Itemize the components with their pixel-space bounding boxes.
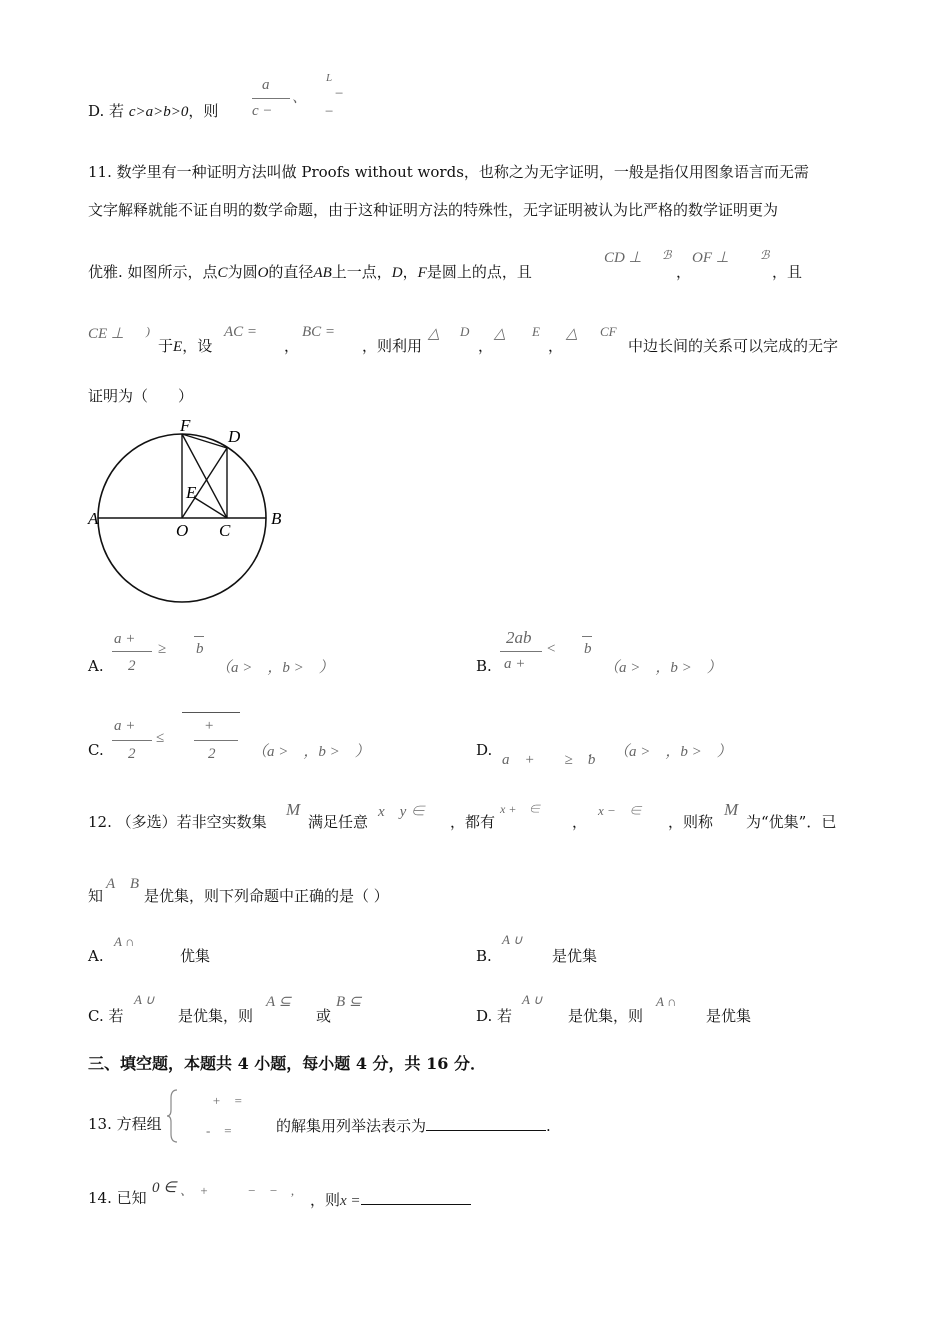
q11-d-expr: a + ≥ ƅ bbox=[502, 752, 596, 768]
q12-option-c-label: C. 若 bbox=[88, 1007, 124, 1025]
q12-b-text: 是优集 bbox=[552, 947, 598, 965]
q11-comma: ， bbox=[676, 263, 692, 281]
q12-ab: A B bbox=[106, 876, 140, 892]
q12-c-expr: A ∪ bbox=[134, 992, 155, 1007]
q12-option-b-label: B. bbox=[476, 947, 492, 965]
q14-label: 14. 已知 bbox=[88, 1189, 147, 1207]
q12-d-expr2: A ∩ bbox=[656, 994, 677, 1009]
q11-a-bar bbox=[112, 651, 152, 652]
d-condition: c>a>b>0 bbox=[128, 104, 189, 120]
q12-sum: x + ∈ bbox=[500, 802, 541, 816]
q11-and: ，且 bbox=[772, 263, 803, 281]
cd-perp: CD ⊥ bbox=[604, 250, 642, 266]
q11-line5: 证明为（ ） bbox=[88, 387, 194, 405]
of-perp: OF ⊥ bbox=[692, 250, 729, 266]
q11-b-num: 2ab bbox=[506, 628, 532, 647]
q13-text: 的解集用列举法表示为 . bbox=[276, 1114, 551, 1136]
q12-b-expr: A ∪ bbox=[502, 932, 523, 947]
q12-line1d: ，则称 bbox=[668, 813, 714, 831]
q11-c-rhs-num: + bbox=[204, 718, 215, 734]
d-frac-den: c − bbox=[252, 103, 273, 119]
q11-option-d-label: D. bbox=[476, 741, 493, 759]
q11-c-cond: （a > ，b > ） bbox=[252, 744, 370, 760]
q12-line1a: 12. （多选）若非空实数集 bbox=[88, 813, 267, 831]
q11-option-b-label: B. bbox=[476, 657, 492, 675]
d-frag-top: L bbox=[326, 72, 333, 84]
q12-d-text1: 是优集，则 bbox=[568, 1007, 644, 1025]
q12-option-d-label: D. 若 bbox=[476, 1007, 513, 1025]
q11-b-rhs: b bbox=[584, 641, 592, 657]
q11-line1: 11. 数学里有一种证明方法叫做 Proofs without words，也称之为无字证明，一般是指仅用图象语言而无需 bbox=[88, 163, 809, 181]
q12-line1c: ，都有 bbox=[450, 813, 496, 831]
q14-frag: 、 + − − , bbox=[180, 1183, 295, 1198]
q12-m2: M bbox=[724, 800, 739, 819]
q11-a-rel: ≥ bbox=[158, 641, 167, 657]
q11-option-a-label: A. bbox=[88, 657, 104, 675]
circle-figure bbox=[80, 410, 300, 610]
d-frac-num: a bbox=[262, 77, 270, 93]
label-e: E bbox=[186, 483, 197, 502]
d-sep: 、 bbox=[292, 90, 308, 106]
q12-xy: x y ∈ bbox=[378, 804, 426, 820]
q12-c-expr2: A ⊆ bbox=[266, 994, 292, 1010]
q12-c-text1: 是优集，则 bbox=[178, 1007, 254, 1025]
tri2-frag: E bbox=[532, 324, 540, 339]
q13-eq1: + = bbox=[212, 1093, 243, 1108]
q11-b-bar bbox=[500, 651, 542, 652]
q11-option-c-label: C. bbox=[88, 741, 104, 759]
q12-comma: ， bbox=[572, 813, 588, 831]
q11-b-cond: （a > ，b > ） bbox=[604, 660, 722, 676]
q11-c-den: 2 bbox=[128, 746, 136, 762]
bc-eq: BC = bbox=[302, 324, 336, 340]
prev-option-d: D. 若 c>a>b>0，则 bbox=[88, 102, 219, 120]
q13-brace-icon bbox=[166, 1088, 180, 1144]
q11-b-root bbox=[582, 636, 592, 637]
d-frag-mid: − bbox=[334, 86, 345, 102]
q11-a-num: a + bbox=[114, 631, 136, 647]
q11-comma3: ， bbox=[478, 337, 494, 355]
q11-c-num: a + bbox=[114, 718, 136, 734]
q11-a-rhs: b bbox=[196, 641, 204, 657]
q11-comma4: ， bbox=[548, 337, 564, 355]
tri1: △ bbox=[428, 326, 440, 342]
q12-line2a: 知 bbox=[88, 887, 104, 905]
q11-a-cond: （a > ，b > ） bbox=[216, 660, 334, 676]
label-d: D bbox=[228, 427, 241, 446]
q11-line4d: 中边长间的关系可以完成的无字 bbox=[628, 337, 839, 355]
q11-d-cond: （a > ，b > ） bbox=[614, 744, 732, 760]
d-frag-bot: − bbox=[324, 104, 335, 120]
label-f: F bbox=[180, 416, 191, 435]
q11-c-rhs-den: 2 bbox=[208, 746, 216, 762]
q12-d-expr: A ∪ bbox=[522, 992, 543, 1007]
q11-line3: 优雅. 如图所示，点C为圆O的直径AB上一点，D，F是圆上的点，且 bbox=[88, 263, 532, 281]
q12-option-a-label: A. bbox=[88, 947, 104, 965]
q14-expr: 0 ∈ bbox=[152, 1180, 177, 1196]
q11-c-rel: ≤ bbox=[156, 730, 165, 746]
q11-line4a: 于E，设 bbox=[158, 337, 213, 355]
q13-label: 13. 方程组 bbox=[88, 1115, 162, 1133]
q12-line1e: 为“优集”．已 bbox=[746, 813, 837, 831]
label-b: B bbox=[271, 509, 282, 528]
q13-answer-blank[interactable] bbox=[426, 1114, 546, 1131]
tri3-frag: CF bbox=[600, 324, 617, 339]
of-frag: ℬ bbox=[760, 248, 770, 262]
q12-a-text: 优集 bbox=[180, 947, 211, 965]
q11-c-root-bar bbox=[182, 712, 240, 713]
ce-perp: CE ⊥ bbox=[88, 326, 124, 342]
q13-eq2: - = bbox=[206, 1123, 233, 1138]
label-a: A bbox=[88, 509, 99, 528]
q11-a-den: 2 bbox=[128, 658, 136, 674]
q14-text: ，则x = bbox=[310, 1188, 471, 1211]
tri2: △ bbox=[494, 326, 506, 342]
label-c: C bbox=[219, 521, 231, 540]
label-o: O bbox=[176, 521, 189, 540]
q11-c-rhs-bar bbox=[194, 740, 238, 741]
q12-c-expr3: B ⊆ bbox=[336, 994, 362, 1010]
ce-frag: ) bbox=[146, 324, 150, 338]
section-3-title: 三、填空题，本题共 4 小题，每小题 4 分，共 16 分． bbox=[88, 1054, 486, 1073]
q12-a-expr: A ∩ bbox=[114, 934, 135, 949]
q12-m: M bbox=[286, 800, 301, 819]
q12-diff: x − ∈ bbox=[598, 803, 642, 818]
q12-line1b: 满足任意 bbox=[308, 813, 369, 831]
d-frac-bar bbox=[252, 98, 290, 99]
q12-d-text2: 是优集 bbox=[706, 1007, 752, 1025]
cd-frag: ℬ bbox=[662, 248, 672, 262]
ac-eq: AC = bbox=[224, 324, 258, 340]
q11-b-den: a + bbox=[504, 656, 526, 672]
tri3: △ bbox=[566, 326, 578, 342]
q11-line2: 文字解释就能不证自明的数学命题，由于这种证明方法的特殊性，无字证明被认为比严格的数学证明更为 bbox=[88, 201, 779, 219]
q12-line2b: 是优集，则下列命题中正确的是（ ） bbox=[144, 887, 389, 905]
q11-comma2: ， bbox=[284, 337, 300, 355]
q14-answer-blank[interactable] bbox=[361, 1188, 471, 1205]
q11-b-rel: < bbox=[546, 641, 557, 657]
tri1-frag: D bbox=[460, 324, 470, 339]
q11-c-bar bbox=[112, 740, 152, 741]
q12-c-text2: 或 bbox=[316, 1007, 332, 1025]
q11-line4c: ，则利用 bbox=[362, 337, 423, 355]
q11-a-root bbox=[194, 636, 204, 637]
